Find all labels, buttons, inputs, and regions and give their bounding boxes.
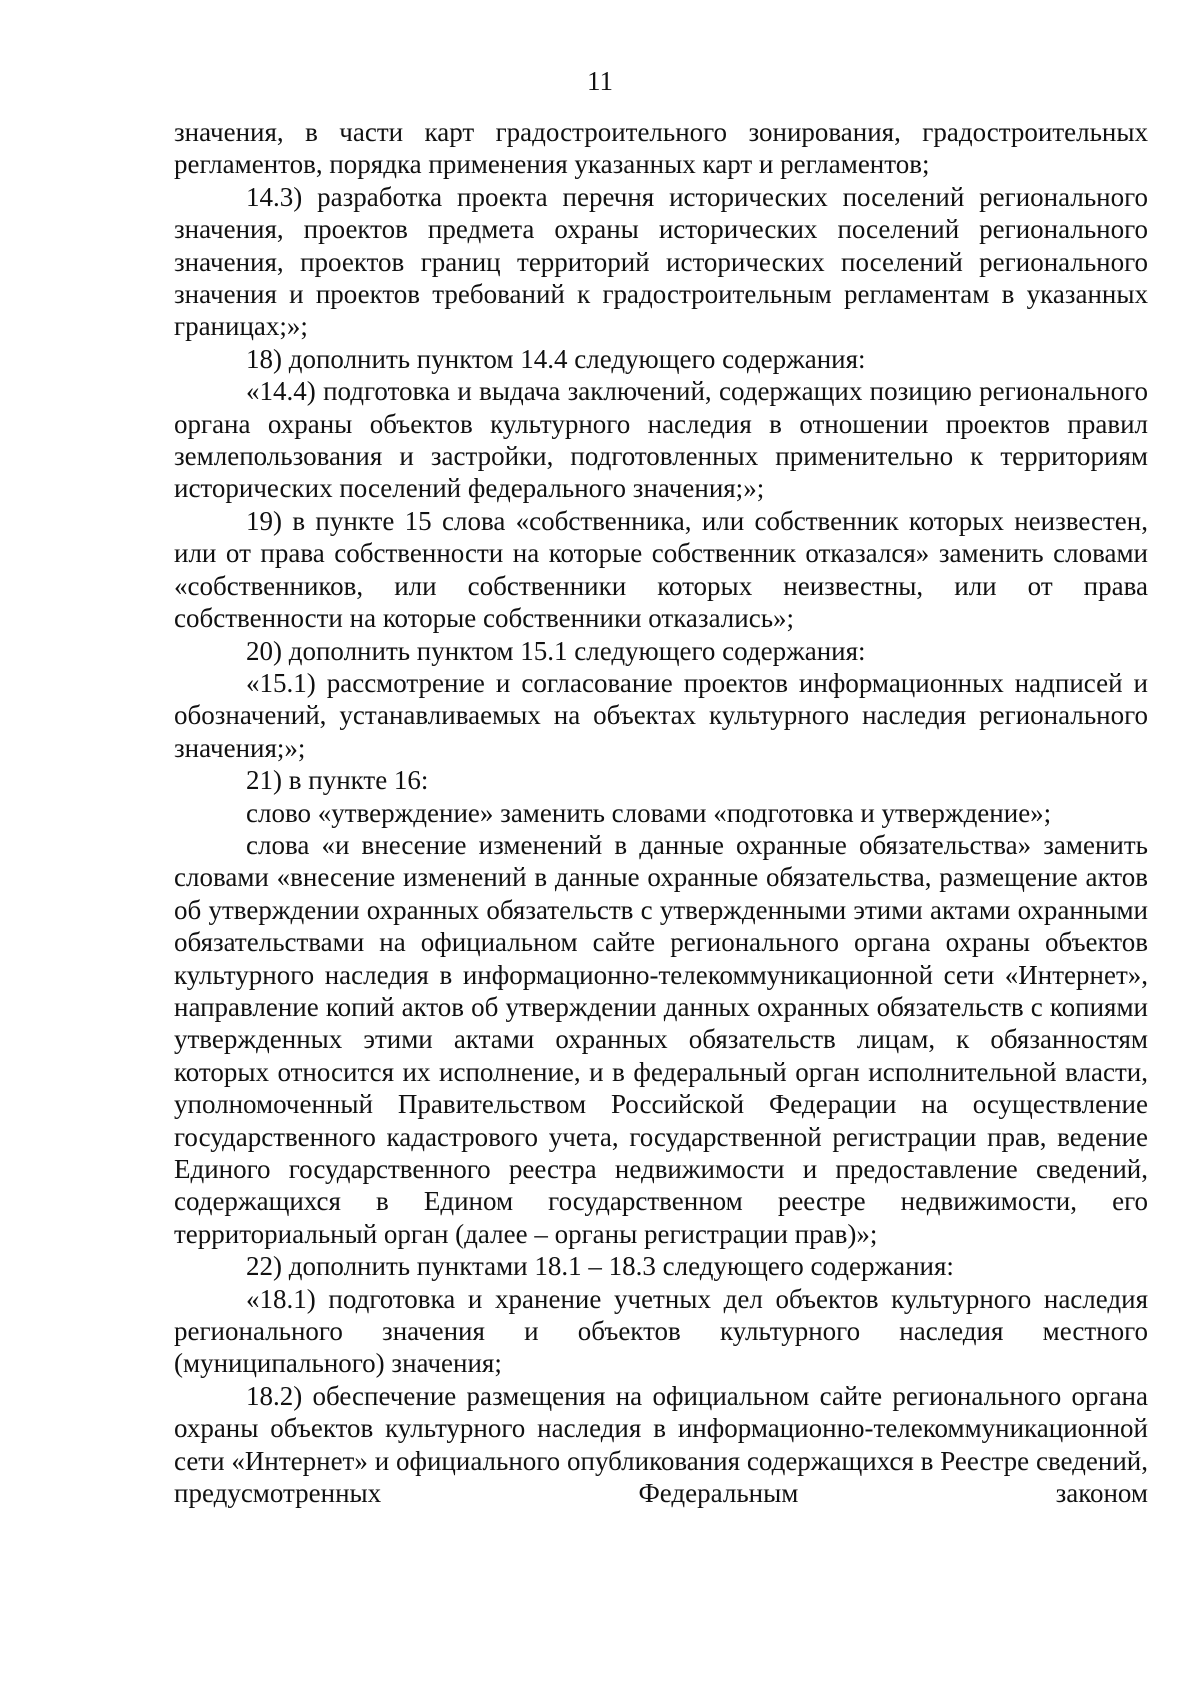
paragraph-item-15-1: «15.1) рассмотрение и согласование проектов информационных надписей и обозначений, устанавливаемых на объектах культурного наследия регионального значения;»; — [174, 667, 1148, 763]
paragraph-item-14-3: 14.3) разработка проекта перечня исторических поселений регионального значения, проектов предмета охраны исторических поселений регионального значения, проектов границ территорий исторических поселений регионального значения и проектов требований к градостроительным регламентам в указанных границах;»; — [174, 181, 1148, 342]
paragraph-amendment-18: 18) дополнить пунктом 14.4 следующего содержания: — [246, 343, 866, 374]
paragraph-amendment-19: 19) в пункте 15 слова «собственника, или собственник которых неизвестен, или от права собственности на которые собственник отказался» заменить словами «собственников, или собственники которых неизвестны, или от права собственности на которые собственники отказались»; — [174, 505, 1148, 634]
paragraph-word-replacement: слово «утверждение» заменить словами «подготовка и утверждение»; — [246, 797, 1052, 828]
paragraph-item-18-1: «18.1) подготовка и хранение учетных дел объектов культурного наследия регионального значения и объектов культурного наследия местного (муниципального) значения; — [174, 1283, 1148, 1379]
paragraph-item-14-4: «14.4) подготовка и выдача заключений, содержащих позицию регионального органа охраны объектов культурного наследия в отношении проектов правил землепользования и застройки, подготовленных применительно к территориям исторических поселений федерального значения;»; — [174, 376, 1148, 504]
paragraph-amendment-22: 22) дополнить пунктами 18.1 – 18.3 следующего содержания: — [246, 1251, 954, 1282]
paragraph-continuation: значения, в части карт градостроительного зонирования, градостроительных регламентов, порядка применения указанных карт и регламентов; — [174, 117, 1148, 180]
paragraph-amendment-20: 20) дополнить пунктом 15.1 следующего содержания: — [246, 635, 866, 666]
document-body — [174, 116, 1148, 1509]
paragraph-amendment-21: 21) в пункте 16: — [246, 765, 429, 796]
page-number: 11 — [587, 66, 613, 96]
paragraph-item-18-2: 18.2) обеспечение размещения на официальном сайте регионального органа охраны объектов культурного наследия в информационно-телекоммуникационной сети «Интернет» и официального опубликования содержащихся в Реестре сведений, предусмотренных Федеральным законом — [174, 1380, 1148, 1509]
paragraph-words-replacement: слова «и внесение изменений в данные охранные обязательства» заменить словами «внесение изменений в данные охранные обязательства, размещение актов об утверждении охранных обязательств с утвержденными этими актами охранными обязательствами на официальном сайте регионального органа охраны объектов культурного наследия в информационно-телекоммуникационной сети «Интернет», направление копий актов об утверждении данных охранных обязательств с копиями утвержденных этими актами охранных обязательств лицам, к обязанностям которых относится их исполнение, и в федеральный орган исполнительной власти, уполномоченный Правительством Российской Федерации на осуществление государственного кадастрового учета, государственной регистрации прав, ведение Единого государственного реестра недвижимости и предоставление сведений, содержащихся в Едином государственном реестре недвижимости, его территориальный орган (далее – органы регистрации прав)»; — [174, 829, 1148, 1249]
